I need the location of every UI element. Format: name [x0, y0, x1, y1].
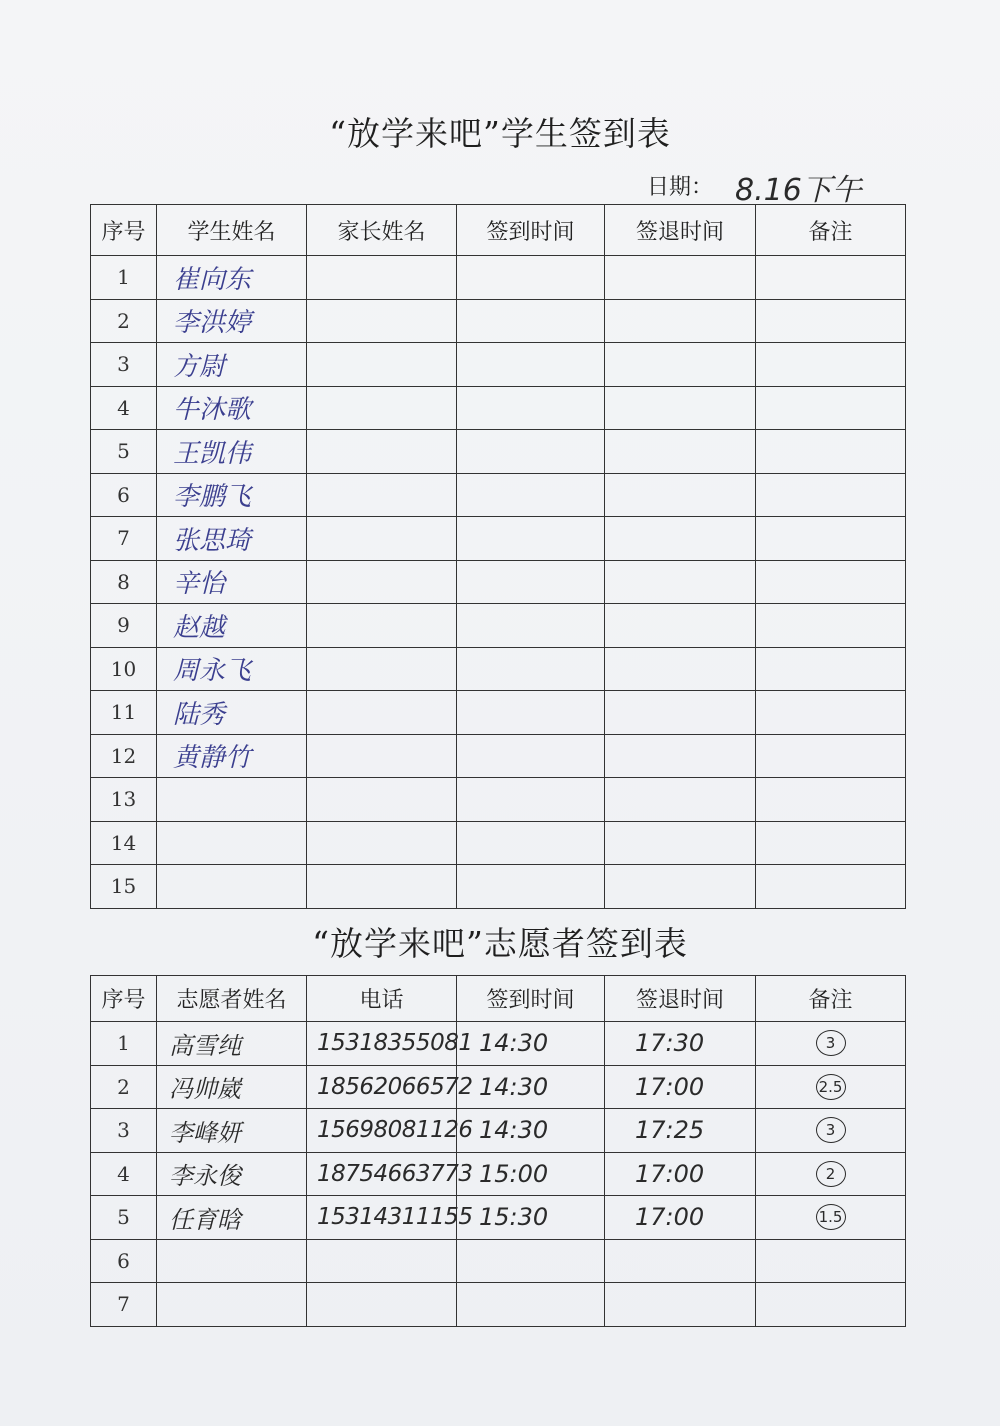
sign-in-time-cell: [457, 1283, 605, 1327]
row-number: 14: [91, 821, 157, 865]
sign-out-time-cell: [605, 430, 756, 474]
volunteer-table: [90, 975, 906, 1327]
sign-in-time-cell: [457, 865, 605, 909]
notes-cell: [756, 1196, 906, 1240]
row-number: 12: [91, 734, 157, 778]
row-number: 3: [91, 1109, 157, 1153]
volunteer-row: [91, 1065, 906, 1109]
sign-in-time-cell: [457, 560, 605, 604]
student-name-cell: 辛怡: [157, 560, 307, 604]
student-row: [91, 691, 906, 735]
sign-in-time-cell: 14:30: [457, 1109, 605, 1153]
header-parent-name: 家长姓名: [307, 205, 457, 256]
header-number: 序号: [91, 205, 157, 256]
student-row: [91, 560, 906, 604]
sign-out-time-cell: [605, 299, 756, 343]
student-row: [91, 865, 906, 909]
volunteer-name-cell: 李永俊: [157, 1152, 307, 1196]
notes-cell: [756, 1283, 906, 1327]
student-row: [91, 821, 906, 865]
header-student-name: 学生姓名: [157, 205, 307, 256]
sign-in-time-cell: 14:30: [457, 1065, 605, 1109]
parent-name-cell: [307, 430, 457, 474]
sign-in-time-cell: [457, 647, 605, 691]
student-sheet-title: “放学来吧”学生签到表: [329, 114, 671, 153]
row-number: 5: [91, 430, 157, 474]
sign-out-time-cell: [605, 865, 756, 909]
student-name-cell: 张思琦: [157, 517, 307, 561]
row-number: 9: [91, 604, 157, 648]
row-number: 4: [91, 386, 157, 430]
circled-hours-note: 2: [816, 1161, 846, 1187]
sign-out-time-cell: [605, 1283, 756, 1327]
sign-in-time-cell: [457, 430, 605, 474]
row-number: 6: [91, 473, 157, 517]
header-number: 序号: [91, 976, 157, 1022]
student-row: [91, 473, 906, 517]
row-number: 2: [91, 1065, 157, 1109]
parent-name-cell: [307, 473, 457, 517]
student-name-cell: 赵越: [157, 604, 307, 648]
sign-in-time-cell: [457, 691, 605, 735]
row-number: 3: [91, 343, 157, 387]
student-name-cell: [157, 778, 307, 822]
sign-in-time-cell: [457, 343, 605, 387]
sign-out-time-cell: [605, 691, 756, 735]
circled-hours-note: 2.5: [816, 1074, 846, 1100]
sign-in-time-cell: [457, 299, 605, 343]
notes-cell: [756, 821, 906, 865]
circled-hours-note: 3: [816, 1030, 846, 1056]
header-phone: 电话: [307, 976, 457, 1022]
student-row: [91, 299, 906, 343]
sign-in-time-cell: 15:30: [457, 1196, 605, 1240]
header-notes: 备注: [756, 205, 906, 256]
parent-name-cell: [307, 865, 457, 909]
notes-cell: [756, 1239, 906, 1283]
sign-in-time-cell: 15:00: [457, 1152, 605, 1196]
notes-cell: [756, 473, 906, 517]
phone-cell: [307, 1283, 457, 1327]
date-value: 8.16下午: [735, 173, 862, 208]
phone-cell: [307, 1239, 457, 1283]
row-number: 8: [91, 560, 157, 604]
student-name-cell: 牛沐歌: [157, 386, 307, 430]
row-number: 4: [91, 1152, 157, 1196]
notes-cell: [756, 299, 906, 343]
volunteer-row: [91, 1022, 906, 1066]
row-number: 6: [91, 1239, 157, 1283]
sign-in-time-cell: [457, 256, 605, 300]
volunteer-row: [91, 1152, 906, 1196]
student-row: [91, 343, 906, 387]
student-name-cell: [157, 821, 307, 865]
sign-in-time-cell: 14:30: [457, 1022, 605, 1066]
volunteer-row: [91, 1196, 906, 1240]
header-sign-in-time: 签到时间: [457, 205, 605, 256]
row-number: 5: [91, 1196, 157, 1240]
student-row: [91, 604, 906, 648]
notes-cell: [756, 560, 906, 604]
volunteer-name-cell: 李峰妍: [157, 1109, 307, 1153]
volunteer-sheet-title: “放学来吧”志愿者签到表: [312, 924, 688, 963]
student-row: [91, 517, 906, 561]
notes-cell: [756, 778, 906, 822]
sign-out-time-cell: [605, 821, 756, 865]
sign-out-time-cell: [605, 778, 756, 822]
row-number: 13: [91, 778, 157, 822]
notes-cell: [756, 647, 906, 691]
sign-in-time-cell: [457, 734, 605, 778]
phone-cell: 18562066572: [307, 1065, 457, 1109]
student-row: [91, 647, 906, 691]
student-row: [91, 256, 906, 300]
parent-name-cell: [307, 299, 457, 343]
student-row: [91, 734, 906, 778]
volunteer-row: [91, 1109, 906, 1153]
notes-cell: [756, 734, 906, 778]
notes-cell: [756, 343, 906, 387]
student-name-cell: 崔向东: [157, 256, 307, 300]
student-table-header: [91, 205, 906, 256]
parent-name-cell: [307, 560, 457, 604]
parent-name-cell: [307, 256, 457, 300]
student-name-cell: 李鹏飞: [157, 473, 307, 517]
parent-name-cell: [307, 517, 457, 561]
sign-out-time-cell: 17:30: [605, 1022, 756, 1066]
student-name-cell: [157, 865, 307, 909]
parent-name-cell: [307, 691, 457, 735]
sign-out-time-cell: 17:00: [605, 1065, 756, 1109]
sign-out-time-cell: 17:25: [605, 1109, 756, 1153]
sign-out-time-cell: [605, 517, 756, 561]
volunteer-name-cell: 任育晗: [157, 1196, 307, 1240]
circled-hours-note: 3: [816, 1117, 846, 1143]
student-name-cell: 陆秀: [157, 691, 307, 735]
sign-out-time-cell: 17:00: [605, 1152, 756, 1196]
student-table: [90, 204, 906, 909]
notes-cell: [756, 386, 906, 430]
sign-out-time-cell: [605, 560, 756, 604]
notes-cell: [756, 1109, 906, 1153]
notes-cell: [756, 517, 906, 561]
volunteer-row: [91, 1283, 906, 1327]
student-row: [91, 778, 906, 822]
parent-name-cell: [307, 821, 457, 865]
volunteer-name-cell: 冯帅崴: [157, 1065, 307, 1109]
sign-in-time-cell: [457, 473, 605, 517]
sign-out-time-cell: [605, 647, 756, 691]
notes-cell: [756, 865, 906, 909]
notes-cell: [756, 604, 906, 648]
row-number: 1: [91, 256, 157, 300]
parent-name-cell: [307, 343, 457, 387]
header-volunteer-name: 志愿者姓名: [157, 976, 307, 1022]
phone-cell: 15318355081: [307, 1022, 457, 1066]
phone-cell: 15698081126: [307, 1109, 457, 1153]
sign-out-time-cell: [605, 473, 756, 517]
notes-cell: [756, 1065, 906, 1109]
parent-name-cell: [307, 778, 457, 822]
sign-in-time-cell: [457, 778, 605, 822]
notes-cell: [756, 256, 906, 300]
sign-out-time-cell: [605, 386, 756, 430]
student-name-cell: 周永飞: [157, 647, 307, 691]
parent-name-cell: [307, 386, 457, 430]
volunteer-name-cell: 高雪纯: [157, 1022, 307, 1066]
row-number: 10: [91, 647, 157, 691]
volunteer-name-cell: [157, 1283, 307, 1327]
student-name-cell: 王凯伟: [157, 430, 307, 474]
sign-out-time-cell: [605, 734, 756, 778]
parent-name-cell: [307, 647, 457, 691]
row-number: 2: [91, 299, 157, 343]
date-label: 日期：: [647, 175, 714, 200]
sign-in-time-cell: [457, 604, 605, 648]
notes-cell: [756, 1022, 906, 1066]
sign-out-time-cell: [605, 343, 756, 387]
header-sign-out-time: 签退时间: [605, 976, 756, 1022]
header-sign-out-time: 签退时间: [605, 205, 756, 256]
sign-in-time-cell: [457, 1239, 605, 1283]
row-number: 15: [91, 865, 157, 909]
header-sign-in-time: 签到时间: [457, 976, 605, 1022]
notes-cell: [756, 430, 906, 474]
volunteer-name-cell: [157, 1239, 307, 1283]
student-name-cell: 黄静竹: [157, 734, 307, 778]
sign-out-time-cell: 17:00: [605, 1196, 756, 1240]
phone-cell: 18754663773: [307, 1152, 457, 1196]
student-name-cell: 李洪婷: [157, 299, 307, 343]
header-notes: 备注: [756, 976, 906, 1022]
notes-cell: [756, 1152, 906, 1196]
row-number: 7: [91, 517, 157, 561]
sign-out-time-cell: [605, 604, 756, 648]
parent-name-cell: [307, 734, 457, 778]
row-number: 1: [91, 1022, 157, 1066]
sign-in-time-cell: [457, 821, 605, 865]
volunteer-row: [91, 1239, 906, 1283]
row-number: 11: [91, 691, 157, 735]
notes-cell: [756, 691, 906, 735]
row-number: 7: [91, 1283, 157, 1327]
sign-out-time-cell: [605, 1239, 756, 1283]
sign-in-time-cell: [457, 386, 605, 430]
circled-hours-note: 1.5: [816, 1204, 846, 1230]
student-name-cell: 方尉: [157, 343, 307, 387]
phone-cell: 15314311155: [307, 1196, 457, 1240]
sign-in-time-cell: [457, 517, 605, 561]
volunteer-table-header: [91, 976, 906, 1022]
student-row: [91, 430, 906, 474]
student-row: [91, 386, 906, 430]
sign-out-time-cell: [605, 256, 756, 300]
parent-name-cell: [307, 604, 457, 648]
